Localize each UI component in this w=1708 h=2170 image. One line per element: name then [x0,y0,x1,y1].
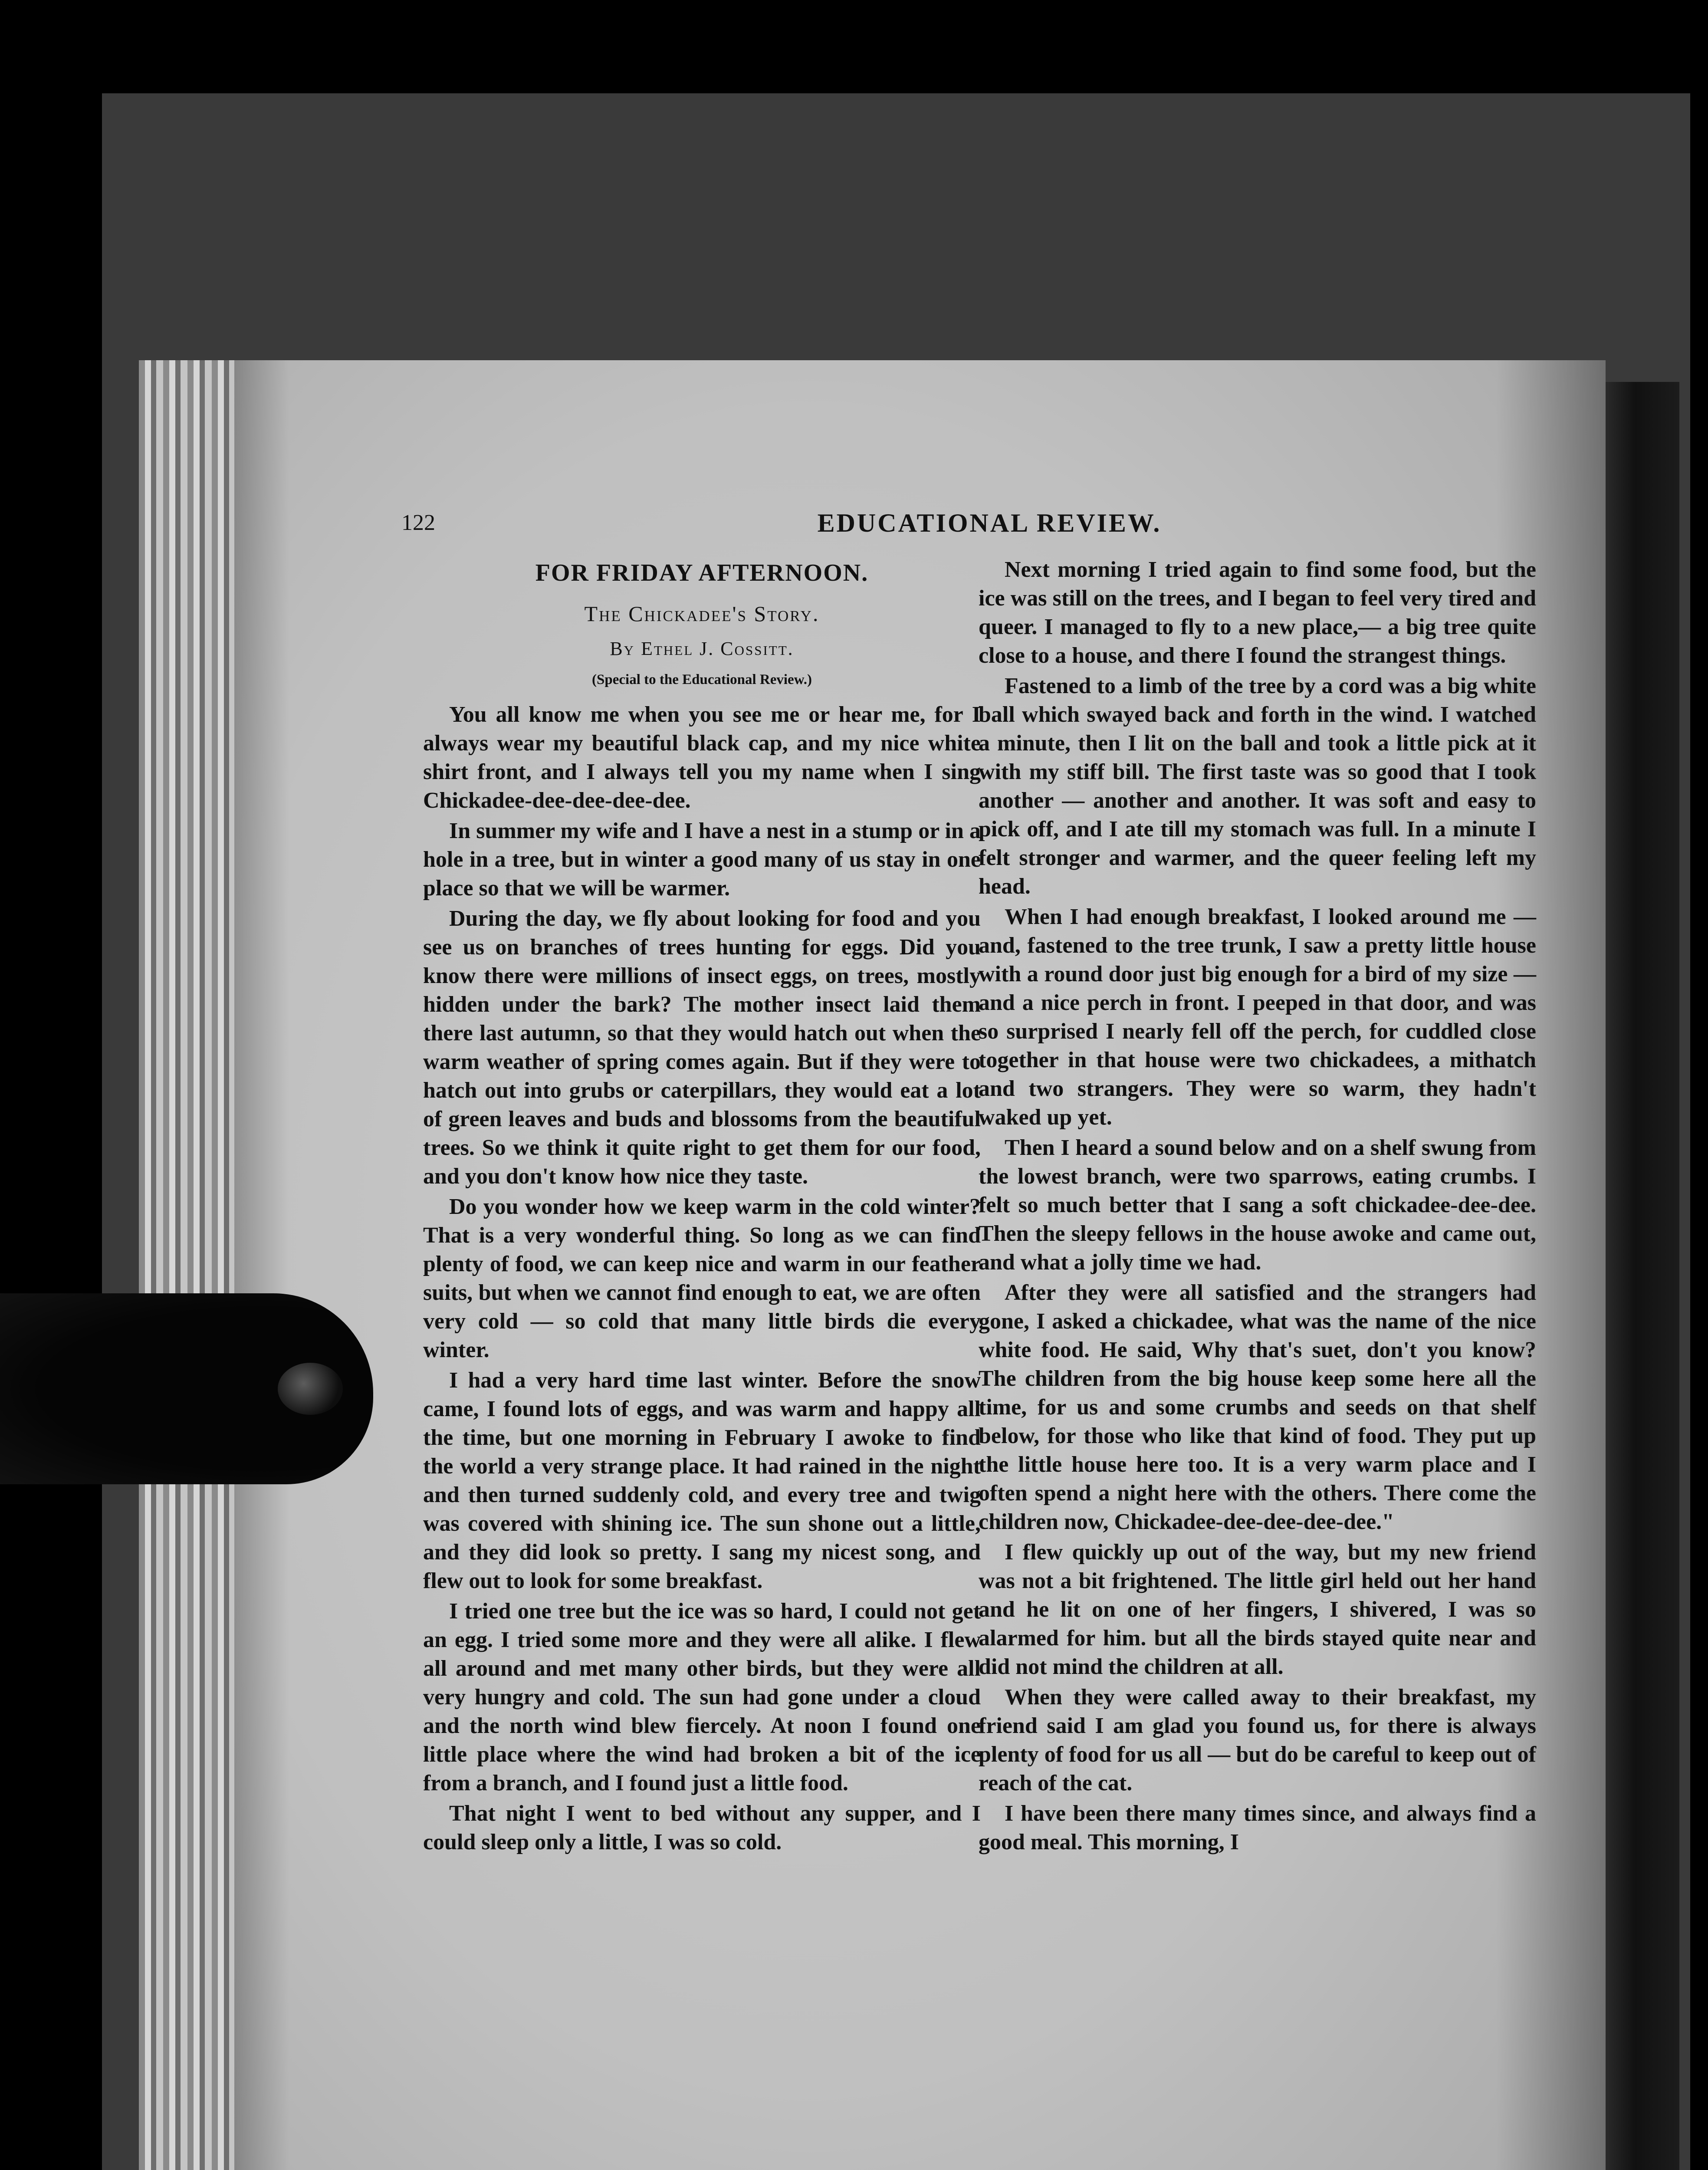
page-number: 122 [401,510,435,535]
paragraph: Fastened to a limb of the tree by a cord was a big white ball which swayed back and forth in the wind. I watched a minute, then I lit on the ball and took a little pick at it with my stiff bill. The first taste was so good that I took another — another and another. It was soft and easy to pick off, and I ate till my stomach was full. In a minute I felt stronger and warmer, and the queer feeling left my head. [979,674,1536,899]
left-column [423,556,981,1858]
paragraph: I had a very hard time last winter. Before the snow came, I found lots of eggs, and was warm and happy all the time, but one morning in February I awoke to find the world a very strange place. It had rained in the night and then turned suddenly cold, and every tree and twig was covered with shining ice. The sun shone out a little, and they did look so pretty. I sang my nicest song, and flew out to look for some breakfast. [423,1368,981,1593]
running-title: EDUCATIONAL REVIEW. [817,509,1162,537]
page-header [401,503,1577,542]
paragraph: That night I went to bed without any supper, and I could sleep only a little, I was so cold. [423,1801,981,1854]
article-byline: By Ethel J. Cossitt. [610,638,794,659]
paragraph: You all know me when you see me or hear me, for I always wear my beautiful black cap, and my nice white shirt front, and I always tell you my name when I sing Chickadee-dee-dee-dee-dee. [423,702,981,813]
paragraph: Do you wonder how we keep warm in the cold winter? That is a very wonderful thing. So long as we can find plenty of food, we can keep nice and warm in our feather suits, but when we cannot find enough to eat, we are often very cold — so cold that many little birds die every winter. [423,1194,981,1362]
book-edge-right [1606,382,1679,2170]
thumb-tip [278,1363,343,1415]
paragraph: When they were called away to their breakfast, my friend said I am glad you found us, for there is always plenty of food for us all — but do be careful to keep out of reach of the cat. [979,1685,1536,1795]
article-subtitle: The Chickadee's Story. [584,602,820,626]
paragraph: During the day, we fly about looking for food and you see us on branches of trees hunting for eggs. Did you know there were millions of insect eggs, on trees, mostly hidden under the bark? The mother insect laid them there last autumn, so that they would hatch out when the warm weather of spring comes again. But if they were to hatch out into grubs or caterpillars, they would eat a lot of green leaves and buds and blossoms from the beautiful trees. So we think it quite right to get them for our food, and you don't know how nice they taste. [423,906,981,1189]
article-title: FOR FRIDAY AFTERNOON. [535,559,869,586]
article-note: (Special to the Educational Review.) [592,672,812,687]
paragraph: In summer my wife and I have a nest in a stump or in a hole in a tree, but in winter a good many of us stay in one place so that we will be warmer. [423,819,981,901]
paragraph: After they were all satisfied and the strangers had gone, I asked a chickadee, what was the name of the nice white food. He said, Why that's suet, don't you know? The children from the big house keep some here all the time, for us and some crumbs and seeds on that shelf below, for those who like that kind of food. They put up the little house here too. It is a very warm place and I often spend a night here with the others. There come the children now, Chickadee-dee-dee-dee-dee." [979,1280,1536,1534]
book-page [234,360,1606,2170]
paragraph: When I had enough breakfast, I looked around me — and, fastened to the tree trunk, I saw a pretty little house with a round door just big enough for a bird of my size — and a nice perch in front. I peeped in that door, and was so surprised I nearly fell off the perch, for cuddled close together in that house were two chickadees, a mithatch and two strangers. They were so warm, they hadn't waked up yet. [979,904,1536,1130]
paragraph: Next morning I tried again to find some food, but the ice was still on the trees, and I began to feel very tired and queer. I managed to fly to a new place,— a big tree quite close to a house, and there I found the strangest things. [979,557,1536,668]
page-edges-left [139,360,234,2170]
paragraph: I have been there many times since, and always find a good meal. This morning, I [979,1801,1536,1854]
paragraph: I flew quickly up out of the way, but my new friend was not a bit frightened. The little girl held out her hand and he lit on one of her fingers, I shivered, I was so alarmed for him. but all the birds stayed quite near and did not mind the children at all. [979,1540,1536,1679]
right-column [979,556,1536,1858]
paragraph: I tried one tree but the ice was so hard, I could not get an egg. I tried some more and they were all alike. I flew all around and met many other birds, but they were all very hungry and cold. The sun had gone under a cloud and the north wind blew fiercely. At noon I found one little place where the wind had broken a bit of the ice from a branch, and I found just a little food. [423,1599,981,1795]
paragraph: Then I heard a sound below and on a shelf swung from the lowest branch, were two sparrows, eating crumbs. I felt so much better that I sang a soft chickadee-dee-dee. Then the sleepy fellows in the house awoke and came out, and what a jolly time we had. [979,1135,1536,1275]
